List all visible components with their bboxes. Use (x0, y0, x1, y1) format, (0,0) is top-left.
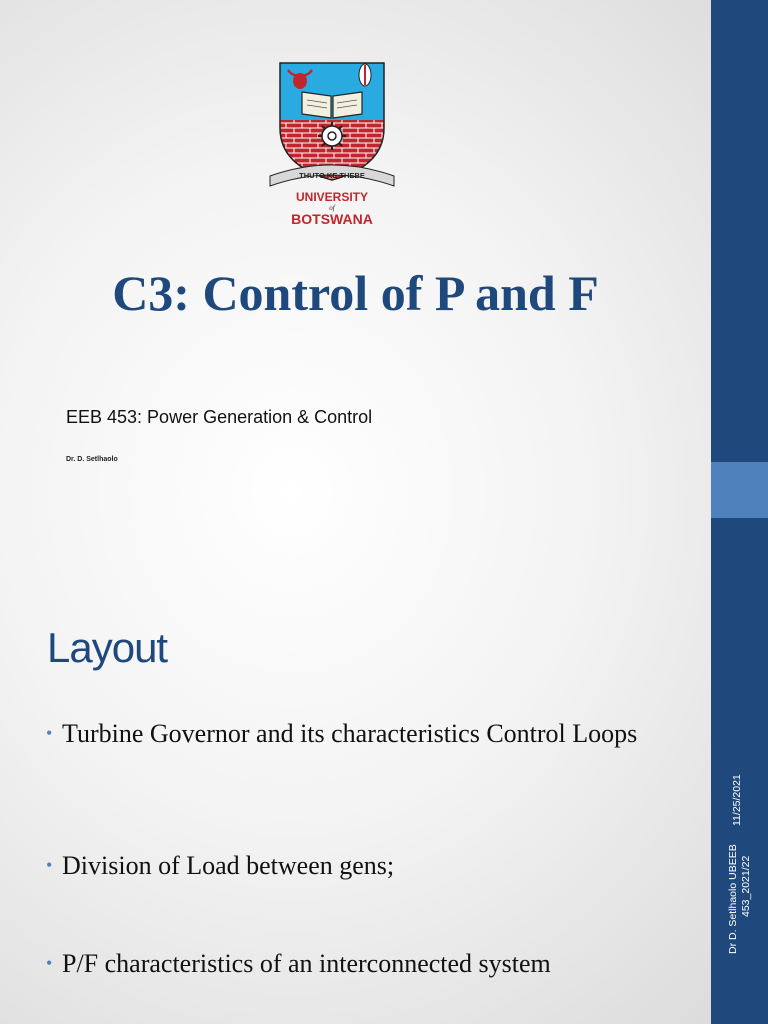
slide-footer-line1: Dr D. Setlhaolo UBEEB (727, 844, 739, 954)
slide-subtitle: EEB 453: Power Generation & Control (66, 407, 373, 427)
layout-heading: Layout (47, 624, 168, 671)
bullet-text: Turbine Governor and its characteristics Control Loops (62, 719, 638, 748)
cog-icon (318, 122, 346, 150)
slide-footer-line2: 453_2021/22 (740, 855, 752, 917)
motto-ribbon (270, 165, 394, 186)
university-logo (262, 58, 402, 233)
slide-author: Dr. D. Setlhaolo (66, 456, 118, 463)
bullet-dot-icon: • (46, 723, 53, 743)
bullet-text: Division of Load between gens; (62, 851, 395, 880)
list-item (46, 848, 646, 883)
bullet-dot-icon: • (46, 855, 53, 875)
bullet-text: P/F characteristics of an interconnected system (62, 949, 551, 978)
shield-emblem-icon (359, 64, 371, 86)
logo-text-university: UNIVERSITY (295, 190, 369, 204)
slide-title: C3: Control of P and F (112, 265, 599, 321)
slide-date: 11/25/2021 (731, 774, 743, 826)
logo-text-botswana: BOTSWANA (291, 211, 373, 227)
logo-text-of: of (329, 204, 335, 212)
sidebar-accent-block (711, 462, 768, 518)
list-item (46, 946, 666, 981)
list-item (46, 716, 646, 751)
logo-motto: THUTO KE THEBE (299, 171, 365, 180)
bullet-dot-icon: • (46, 953, 53, 973)
